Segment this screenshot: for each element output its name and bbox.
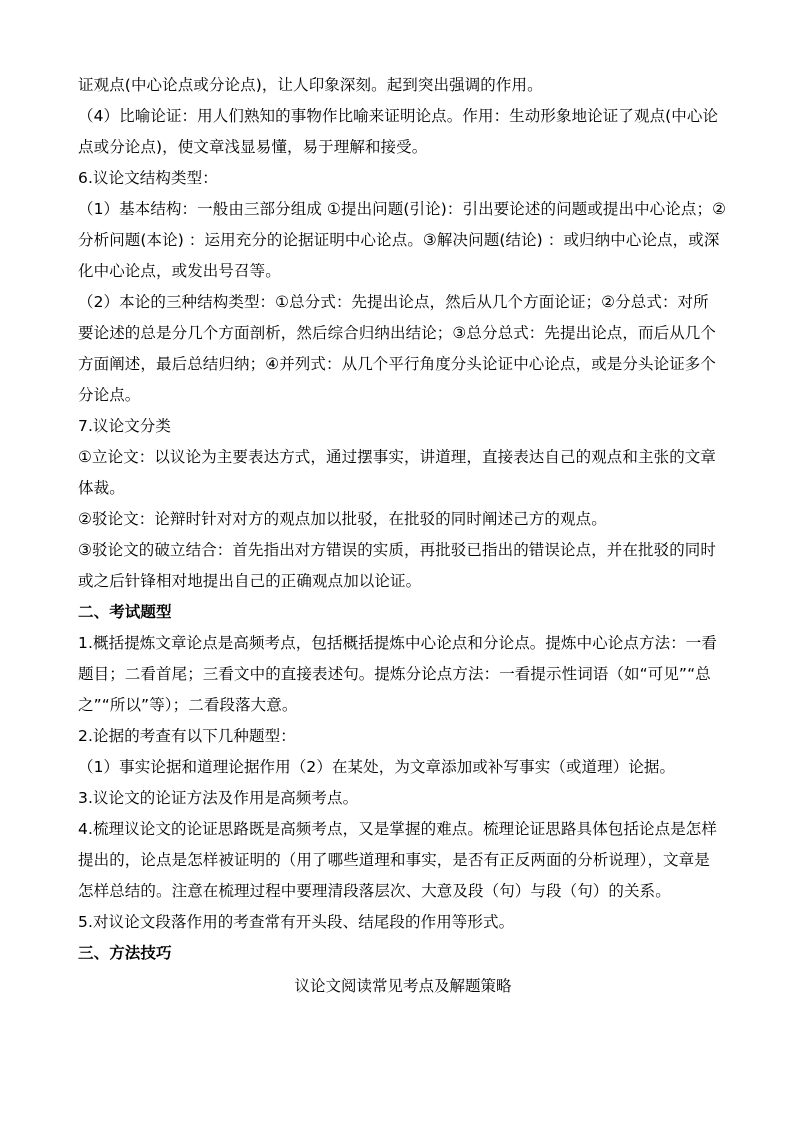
document-page — [78, 70, 728, 1002]
section-subheading: 7.议论文分类 — [78, 417, 171, 435]
text-line: 5.对议论文段落作用的考查常有开头段、结尾段的作用等形式。 — [78, 913, 515, 931]
text-line: 分论点。 — [78, 386, 141, 404]
text-line: ②驳论文：论辩时针对对方的观点加以批驳，在批驳的同时阐述己方的观点。 — [78, 510, 607, 528]
text-line: （2）本论的三种结构类型：①总分式：先提出论点，然后从几个方面论证；②分总式：对所 — [78, 293, 709, 311]
text-line: （1）基本结构：一般由三部分组成 ①提出问题(引论)：引出要论述的问题或提出中心论点；② — [78, 200, 727, 218]
section-subheading: 6.议论文结构类型： — [78, 169, 218, 187]
text-line: 题目；二看首尾；三看文中的直接表述句。提炼分论点方法：一看提示性词语（如“可见”“总 — [78, 665, 711, 683]
text-line: ①立论文：以议论为主要表达方式，通过摆事实，讲道理，直接表达自己的观点和主张的文章 — [78, 448, 716, 466]
text-line: （4）比喻论证：用人们熟知的事物作比喻来证明论点。作用：生动形象地论证了观点(中心论 — [78, 107, 719, 125]
text-line: 方面阐述，最后总结归纳；④并列式：从几个平行角度分头论证中心论点，或是分头论证多个 — [78, 355, 716, 373]
text-line: 或之后针锋相对地提出自己的正确观点加以论证。 — [78, 572, 422, 590]
text-line: （1）事实论据和道理论据作用（2）在某处，为文章添加或补写事实（或道理）论据。 — [78, 758, 676, 776]
text-line: 怎样总结的。注意在梳理过程中要理清段落层次、大意及段（句）与段（句）的关系。 — [78, 882, 671, 900]
text-line: 分析问题(本论) ：运用充分的论据证明中心论点。③解决问题(结论) ：或归纳中心论点，或深 — [78, 231, 720, 249]
text-line: ③驳论文的破立结合：首先指出对方错误的实质，再批驳已指出的错误论点，并在批驳的同时 — [78, 541, 716, 559]
section-heading: 二、考试题型 — [78, 603, 172, 621]
text-line: 化中心论点，或发出号召等。 — [78, 262, 281, 280]
center-title: 议论文阅读常见考点及解题策略 — [294, 977, 512, 995]
text-line: 要论述的总是分几个方面剖析，然后综合归纳出结论；③总分总式：先提出论点，而后从几个 — [78, 324, 716, 342]
text-line: 2.论据的考查有以下几种题型： — [78, 727, 296, 745]
text-line: 体裁。 — [78, 479, 125, 497]
text-line: 1.概括提炼文章论点是高频考点，包括概括提炼中心论点和分论点。提炼中心论点方法：一看 — [78, 634, 717, 652]
text-line: 之”“所以”等）；二看段落大意。 — [78, 696, 298, 714]
section-heading: 三、方法技巧 — [78, 944, 172, 962]
text-line: 3.议论文的论证方法及作用是高频考点。 — [78, 789, 359, 807]
text-line: 点或分论点)，使文章浅显易懂，易于理解和接受。 — [78, 138, 428, 156]
text-line: 提出的，论点是怎样被证明的（用了哪些道理和事实，是否有正反两面的分析说理），文章是 — [78, 851, 710, 869]
text-line: 4.梳理议论文的论证思路既是高频考点，又是掌握的难点。梳理论证思路具体包括论点是怎样 — [78, 820, 717, 838]
text-line: 证观点(中心论点或分论点)，让人印象深刻。起到突出强调的作用。 — [78, 76, 543, 94]
